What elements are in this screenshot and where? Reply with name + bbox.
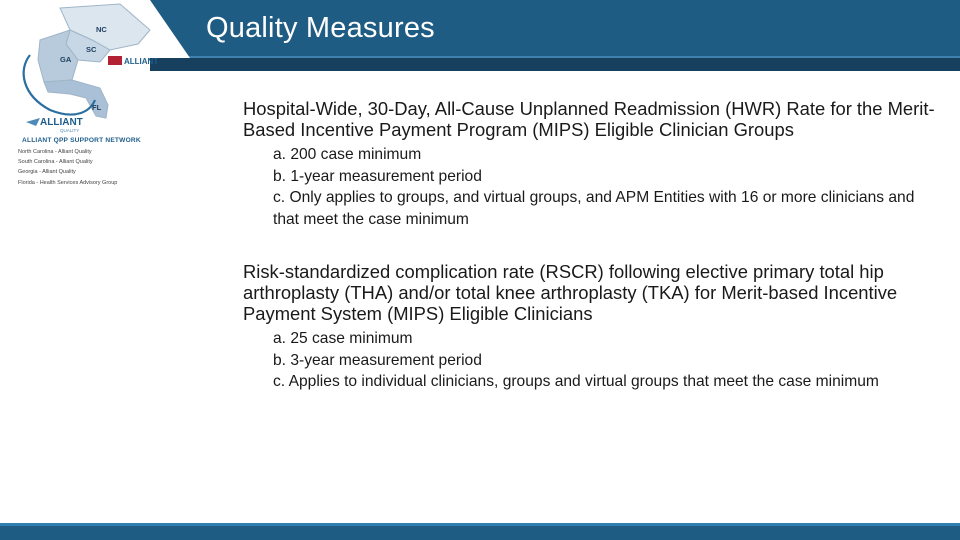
measure-detail: a. 200 case minimum [273,146,422,163]
slide-title: Quality Measures [206,12,435,44]
measure-detail: b. 1-year measurement period [273,167,482,185]
measure-detail: c. Applies to individual clinicians, groups and virtual groups that meet the case minimum [273,373,879,390]
swoosh-icon [26,118,40,126]
sc-label: SC [86,45,97,54]
measure-rscr-details [273,328,943,393]
measure-detail: a. 25 case minimum [273,330,413,347]
network-row: North Carolina - Alliant Quality [18,149,92,155]
footer-band [0,526,960,540]
measure-hwr-details [273,144,943,230]
flag-icon [108,56,122,65]
nc-label: NC [96,25,107,34]
brand-sub: QUALITY [60,128,80,133]
fl-label: FL [92,103,102,112]
measure-hwr: Hospital-Wide, 30-Day, All-Cause Unplanned Readmission (HWR) Rate for the Merit-Based Incentive Payment Program (MIPS) Eligible Clinician Groups [243,98,935,140]
network-title: ALLIANT QPP SUPPORT NETWORK [22,137,141,144]
network-row: Georgia - Alliant Quality [18,169,76,175]
measure-detail: b. 3-year measurement period [273,351,482,369]
ga-label: GA [60,55,72,64]
measure-detail: c. Only applies to groups, and virtual groups, and APM Entities with 16 or more clinicians and that meet the case minimum [273,189,915,228]
alliant-logo [0,0,190,200]
measures-list [243,98,943,393]
network-row: Florida - Health Services Advisory Group [18,180,118,186]
brand-name: ALLIANT [40,117,83,128]
header-stripe [150,58,960,71]
brand-name-top: ALLIANT [124,57,159,66]
measure-rscr: Risk-standardized complication rate (RSCR) following elective primary total hip arthroplasty (THA) and/or total knee arthroplasty (TKA) for Merit-based Incentive Payment System (MIPS) Eligible Clinicians [243,261,898,324]
network-row: South Carolina - Alliant Quality [18,159,93,165]
